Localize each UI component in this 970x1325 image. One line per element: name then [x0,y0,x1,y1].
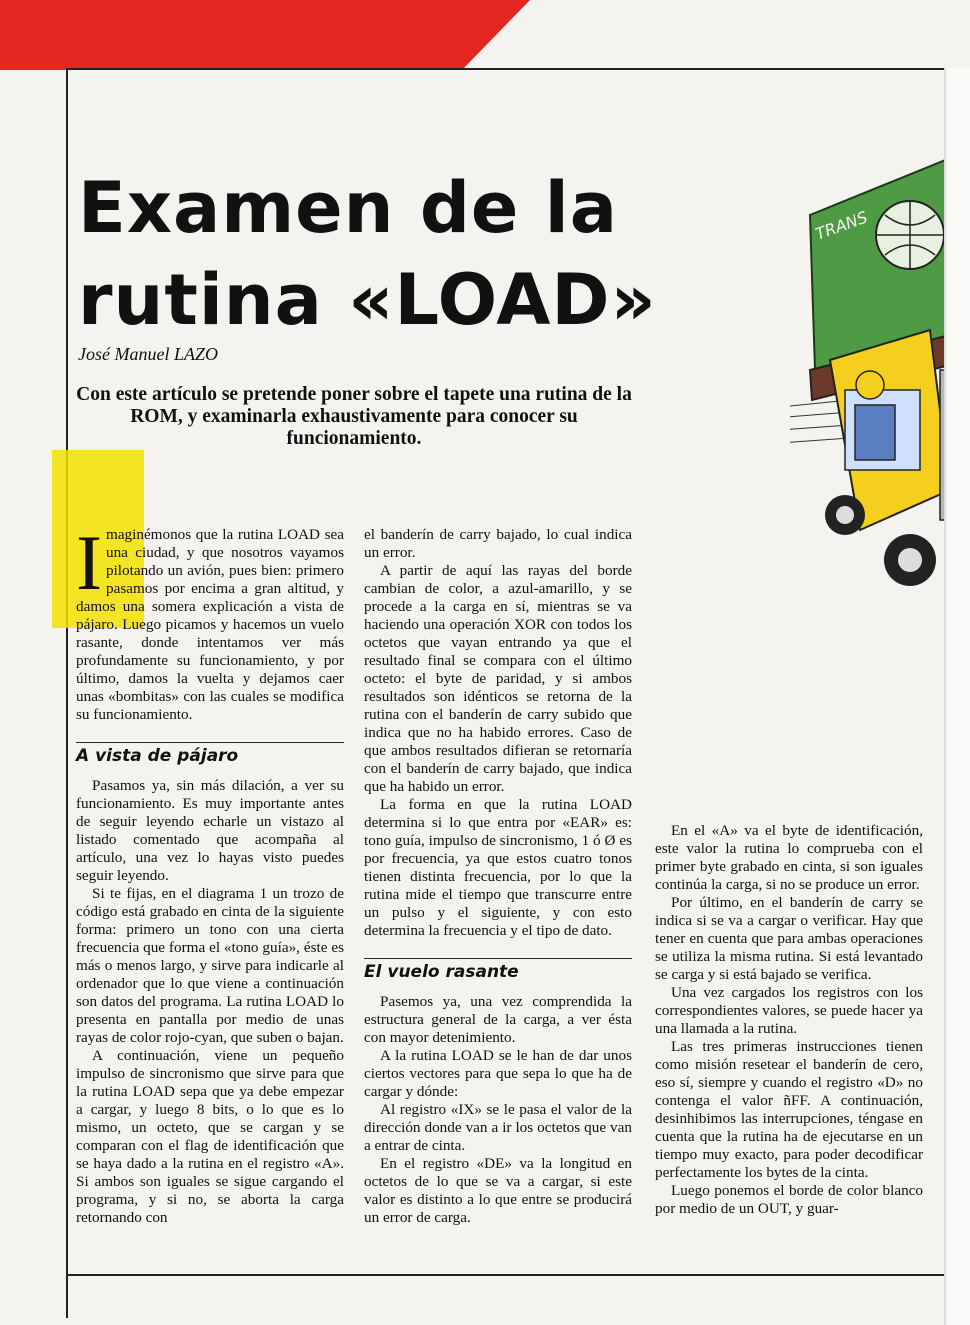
body-paragraph: el banderín de carry bajado, lo cual indica un error. [364,526,632,561]
column-3 [655,822,923,1218]
red-corner-banner [0,0,970,70]
body-paragraph: Si te fijas, en el diagrama 1 un trozo de código está grabado en cinta de la siguiente forma: primero un tono con una cierta frecuencia que forma el «tono guía», éste es más o menos largo, y sirve para indicarle al ordenador que lo que viene a continuación son datos del programa. La rutina LOAD lo presenta en pantalla por medio de unas rayas de color rojo-cyan, que suben o bajan. [76,885,344,1046]
body-paragraph: Al registro «IX» se le pasa el valor de la dirección donde van a ir los octetos que van a entrar de cinta. [364,1101,632,1154]
lead-paragraph: Con este artículo se pretende poner sobre el tapete una rutina de la ROM, y examinarla exhaustivamente para conocer su funcionamiento. [76,384,632,449]
body-paragraph: Pasemos ya, una vez comprendida la estructura general de la carga, a ver ésta con mayor detenimiento. [364,993,632,1046]
body-paragraph: En el «A» va el byte de identificación, este valor la rutina lo comprueba con el primer byte grabado en cinta, si son iguales continúa la carga, si no se produce un error. [655,822,923,893]
body-paragraph: Luego ponemos el borde de color blanco por medio de un OUT, y guar- [655,1182,923,1217]
column-1 [76,519,344,1227]
body-paragraph: A continuación, viene un pequeño impulso de sincronismo que sirve para que la rutina LOAD sepa que ya debe empezar a cargar, y luego 8 bits, o lo que es lo mismo, un octeto, que se cargan y se comparan con el flag de identificación que se haya dado a la rutina en el registro «A». Si ambos son iguales se sigue cargando el programa, y si no, se aborta la carga retornando con [76,1047,344,1226]
body-paragraph: Por último, en el banderín de carry se indica si se va a cargar o verificar. Hay que tener en cuenta que para ambas operaciones se utiliza la misma rutina. Si está levantado se carga y si está bajado se verifica. [655,894,923,983]
intro-text: maginémonos que la rutina LOAD sea una ciudad, y que nosotros vayamos pilotando un avión, pues bien: primero pasamos por encima a gran altitud, y damos una somera explicación a vista de pájaro. Luego picamos y hacemos un vuelo rasante, donde intentamos ver más profundamente su funcionamiento, y por último, damos la vuelta y dejamos caer unas «bombitas» con las cuales se modifica su funcionamiento. [76,526,344,723]
frame-top-rule [66,68,946,70]
body-paragraph: Una vez cargados los registros con los correspondientes valores, se puede hacer ya una llamada a la rutina. [655,984,923,1037]
forklift-illustration [790,120,970,600]
section-heading-el-vuelo-rasante: El vuelo rasante [364,958,632,981]
truck-sign-text: TRANS [812,207,871,244]
next-page-edge [944,68,970,1325]
frame-bottom-rule [66,1274,946,1276]
intro-paragraph [76,519,344,724]
author-byline: José Manuel LAZO [78,344,218,364]
body-paragraph: En el registro «DE» va la longitud en octetos de lo que se va a cargar, si este valor es distinto a lo que entre se producirá un error de carga. [364,1155,632,1226]
article-title [78,162,678,346]
drop-cap: I [76,519,102,606]
body-paragraph: A la rutina LOAD se le han de dar unos ciertos vectores para que sepa lo que ha de cargar y dónde: [364,1047,632,1100]
title-line-1: Examen de la [78,167,619,249]
column-2 [364,526,632,1227]
section-heading-vista-de-pajaro: A vista de pájaro [76,742,344,765]
frame-left-rule [66,68,68,1318]
body-paragraph: A partir de aquí las rayas del borde cambian de color, a azul-amarillo, y se procede a la carga en sí, mientras se va haciendo una operación XOR con todos los octetos que vayan entrando ya que el resultado final se compara con el último octeto: el byte de paridad, y si ambos resultados son idénticos se retorna de la rutina con el banderín de carry subido que indica que no ha habido errores. Caso de que ambos resultados difieran se retornaría con el banderín de carry bajado, que indica que ha habido un error. [364,562,632,795]
title-line-2: rutina «LOAD» [78,259,657,341]
body-paragraph: La forma en que la rutina LOAD determina si lo que entra por «EAR» es: tono guía, impulso de sincronismo, 1 ó Ø es por frecuencia, ya que estos cuatro tonos tienen distinta frecuencia, por lo que la rutina mide el tiempo que transcurre entre un pulso y el siguiente, y con esto determina la frecuencia y el tipo de dato. [364,796,632,939]
body-paragraph: Las tres primeras instrucciones tienen como misión resetear el banderín de cero, eso sí, siempre y cuando el registro «D» no contenga el valor ñFF. A continuación, desinhibimos las interrupciones, téngase en cuenta que la rutina ha de ejecutarse en un tiempo muy exacto, para poder decodificar perfectamente los bytes de la cinta. [655,1038,923,1181]
body-paragraph: Pasamos ya, sin más dilación, a ver su funcionamiento. Es muy importante antes de seguir leyendo echarle un vistazo al listado comentado que acompaña al artículo, una vez lo hayas visto puedes seguir leyendo. [76,777,344,884]
